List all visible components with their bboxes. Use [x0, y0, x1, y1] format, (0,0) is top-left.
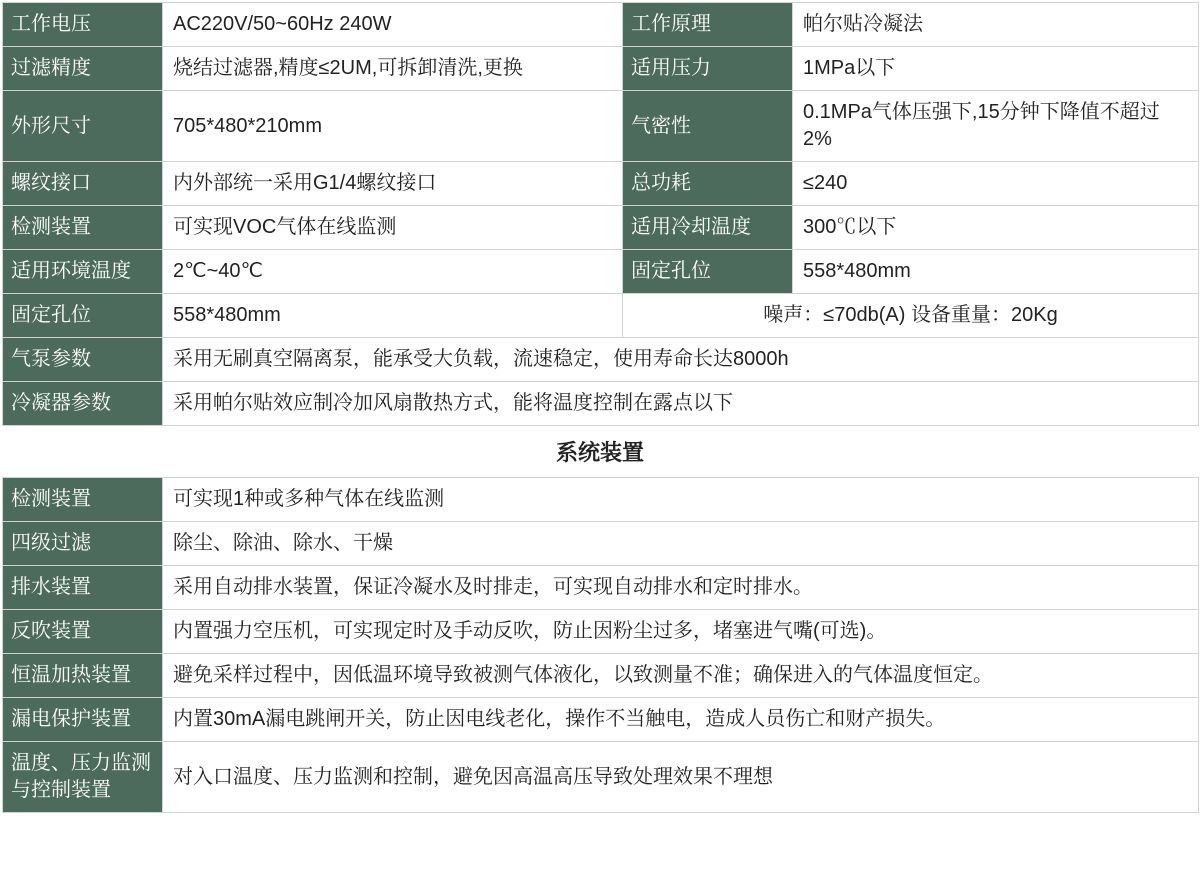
spec-label: 固定孔位	[623, 250, 793, 294]
spec-label: 适用冷却温度	[623, 206, 793, 250]
spec-value: AC220V/50~60Hz 240W	[163, 3, 623, 47]
device-value: 对入口温度、压力监测和控制，避免因高温高压导致处理效果不理想	[163, 742, 1199, 813]
spec-label: 冷凝器参数	[3, 382, 163, 426]
spec-value: 558*480mm	[793, 250, 1199, 294]
table-row	[3, 478, 1199, 522]
specifications-table	[2, 2, 1199, 426]
spec-label: 气密性	[623, 91, 793, 162]
table-row	[3, 206, 1199, 250]
spec-value: 可实现VOC气体在线监测	[163, 206, 623, 250]
table-row	[3, 522, 1199, 566]
device-label: 温度、压力监测与控制装置	[3, 742, 163, 813]
device-value: 采用自动排水装置，保证冷凝水及时排走，可实现自动排水和定时排水。	[163, 566, 1199, 610]
table-row	[3, 610, 1199, 654]
spec-value: 采用帕尔贴效应制冷加风扇散热方式，能将温度控制在露点以下	[163, 382, 1199, 426]
device-value: 内置强力空压机，可实现定时及手动反吹，防止因粉尘过多，堵塞进气嘴(可选)。	[163, 610, 1199, 654]
spec-label: 适用压力	[623, 47, 793, 91]
device-value: 除尘、除油、除水、干燥	[163, 522, 1199, 566]
device-value: 可实现1种或多种气体在线监测	[163, 478, 1199, 522]
spec-label: 总功耗	[623, 162, 793, 206]
spec-value: 1MPa以下	[793, 47, 1199, 91]
table-row	[3, 654, 1199, 698]
table-row	[3, 294, 1199, 338]
spec-label: 外形尺寸	[3, 91, 163, 162]
spec-value: 300℃以下	[793, 206, 1199, 250]
section-title: 系统装置	[0, 426, 1200, 477]
spec-value: 采用无刷真空隔离泵，能承受大负载，流速稳定，使用寿命长达8000h	[163, 338, 1199, 382]
spec-label: 固定孔位	[3, 294, 163, 338]
spec-label: 工作电压	[3, 3, 163, 47]
table-row	[3, 250, 1199, 294]
table-row	[3, 698, 1199, 742]
device-value: 避免采样过程中，因低温环境导致被测气体液化，以致测量不准；确保进入的气体温度恒定。	[163, 654, 1199, 698]
table-row	[3, 91, 1199, 162]
system-devices-table	[2, 477, 1199, 813]
spec-value: 705*480*210mm	[163, 91, 623, 162]
spec-label: 检测装置	[3, 206, 163, 250]
spec-value: 烧结过滤器,精度≤2UM,可拆卸清洗,更换	[163, 47, 623, 91]
device-label: 恒温加热装置	[3, 654, 163, 698]
device-label: 检测装置	[3, 478, 163, 522]
spec-label: 螺纹接口	[3, 162, 163, 206]
device-label: 漏电保护装置	[3, 698, 163, 742]
spec-value: 558*480mm	[163, 294, 623, 338]
table-row	[3, 382, 1199, 426]
table-row	[3, 162, 1199, 206]
device-label: 反吹装置	[3, 610, 163, 654]
spec-label: 过滤精度	[3, 47, 163, 91]
spec-value: 内外部统一采用G1/4螺纹接口	[163, 162, 623, 206]
spec-label: 气泵参数	[3, 338, 163, 382]
spec-label: 工作原理	[623, 3, 793, 47]
table-row	[3, 338, 1199, 382]
device-label: 四级过滤	[3, 522, 163, 566]
table-row	[3, 3, 1199, 47]
spec-label: 适用环境温度	[3, 250, 163, 294]
device-value: 内置30mA漏电跳闸开关，防止因电线老化，操作不当触电，造成人员伤亡和财产损失。	[163, 698, 1199, 742]
table-row	[3, 742, 1199, 813]
spec-note: 噪声：≤70db(A) 设备重量：20Kg	[623, 294, 1199, 338]
table-row	[3, 47, 1199, 91]
spec-value: 2℃~40℃	[163, 250, 623, 294]
device-label: 排水装置	[3, 566, 163, 610]
table-row	[3, 566, 1199, 610]
spec-value: ≤240	[793, 162, 1199, 206]
spec-value: 0.1MPa气体压强下,15分钟下降值不超过2%	[793, 91, 1199, 162]
spec-value: 帕尔贴冷凝法	[793, 3, 1199, 47]
